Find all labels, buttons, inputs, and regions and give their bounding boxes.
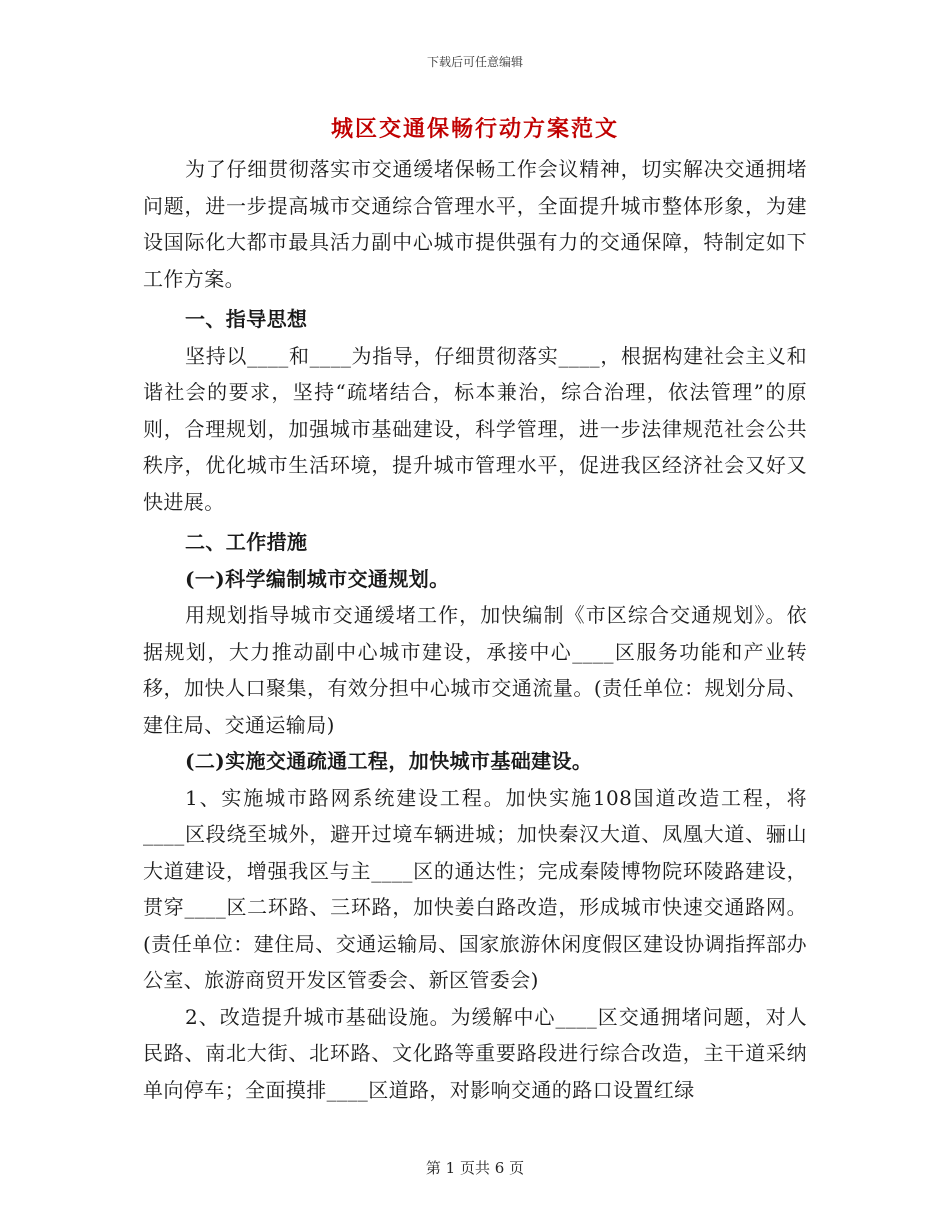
section-heading-guiding-ideology: 一、指导思想 — [185, 307, 308, 331]
page-footer: 第 1 页共 6 页 — [425, 1159, 525, 1177]
document-body — [143, 151, 807, 1108]
subheading-infrastructure: (二)实施交通疏通工程，加快城市基础建设。 — [185, 749, 593, 773]
document-title: 城区交通保畅行动方案范文 — [330, 116, 619, 142]
road-network-paragraph: 1、实施城市路网系统建设工程。加快实施108国道改造工程，将____区段绕至城外，避开过境车辆进城；加快秦汉大道、凤凰大道、骊山大道建设，增强我区与主____区的通达性；完成秦陵博物院环陵路建设，贯穿____区二环路、三环路，加快姜白路改造，形成城市快速交通路网。(责任单位：建住局、交通运输局、国家旅游休闲度假区建设协调指挥部办公室、旅游商贸开发区管委会、新区管委会) — [143, 785, 807, 992]
intro-paragraph: 为了仔细贯彻落实市交通缓堵保畅工作会议精神，切实解决交通拥堵问题，进一步提高城市交通综合管理水平，全面提升城市整体形象，为建设国际化大都市最具活力副中心城市提供强有力的交通保障，特制定如下工作方案。 — [143, 157, 807, 291]
subheading-traffic-planning: (一)科学编制城市交通规划。 — [185, 566, 450, 591]
guiding-ideology-paragraph: 坚持以____和____为指导，仔细贯彻落实____，根据构建社会主义和谐社会的要求，坚持“疏堵结合，标本兼治，综合治理，依法管理”的原则，合理规划，加强城市基础建设，科学管理，进一步法律规范社会公共秩序，优化城市生活环境，提升城市管理水平，促进我区经济社会又好又快进展。 — [143, 343, 807, 514]
infrastructure-upgrade-paragraph: 2、改造提升城市基础设施。为缓解中心____区交通拥堵问题，对人民路、南北大街、北环路、文化路等重要路段进行综合改造，主干道采纳单向停车；全面摸排____区道路，对影响交通的路口设置红绿 — [143, 1004, 807, 1102]
traffic-planning-paragraph: 用规划指导城市交通缓堵工作，加快编制《市区综合交通规划》。依据规划，大力推动副中心城市建设，承接中心____区服务功能和产业转移，加快人口聚集，有效分担中心城市交通流量。(责任单位：规划分局、建住局、交通运输局) — [143, 603, 807, 737]
page-header: 下载后可任意编辑 — [426, 55, 523, 69]
section-heading-work-measures: 二、工作措施 — [185, 530, 308, 554]
